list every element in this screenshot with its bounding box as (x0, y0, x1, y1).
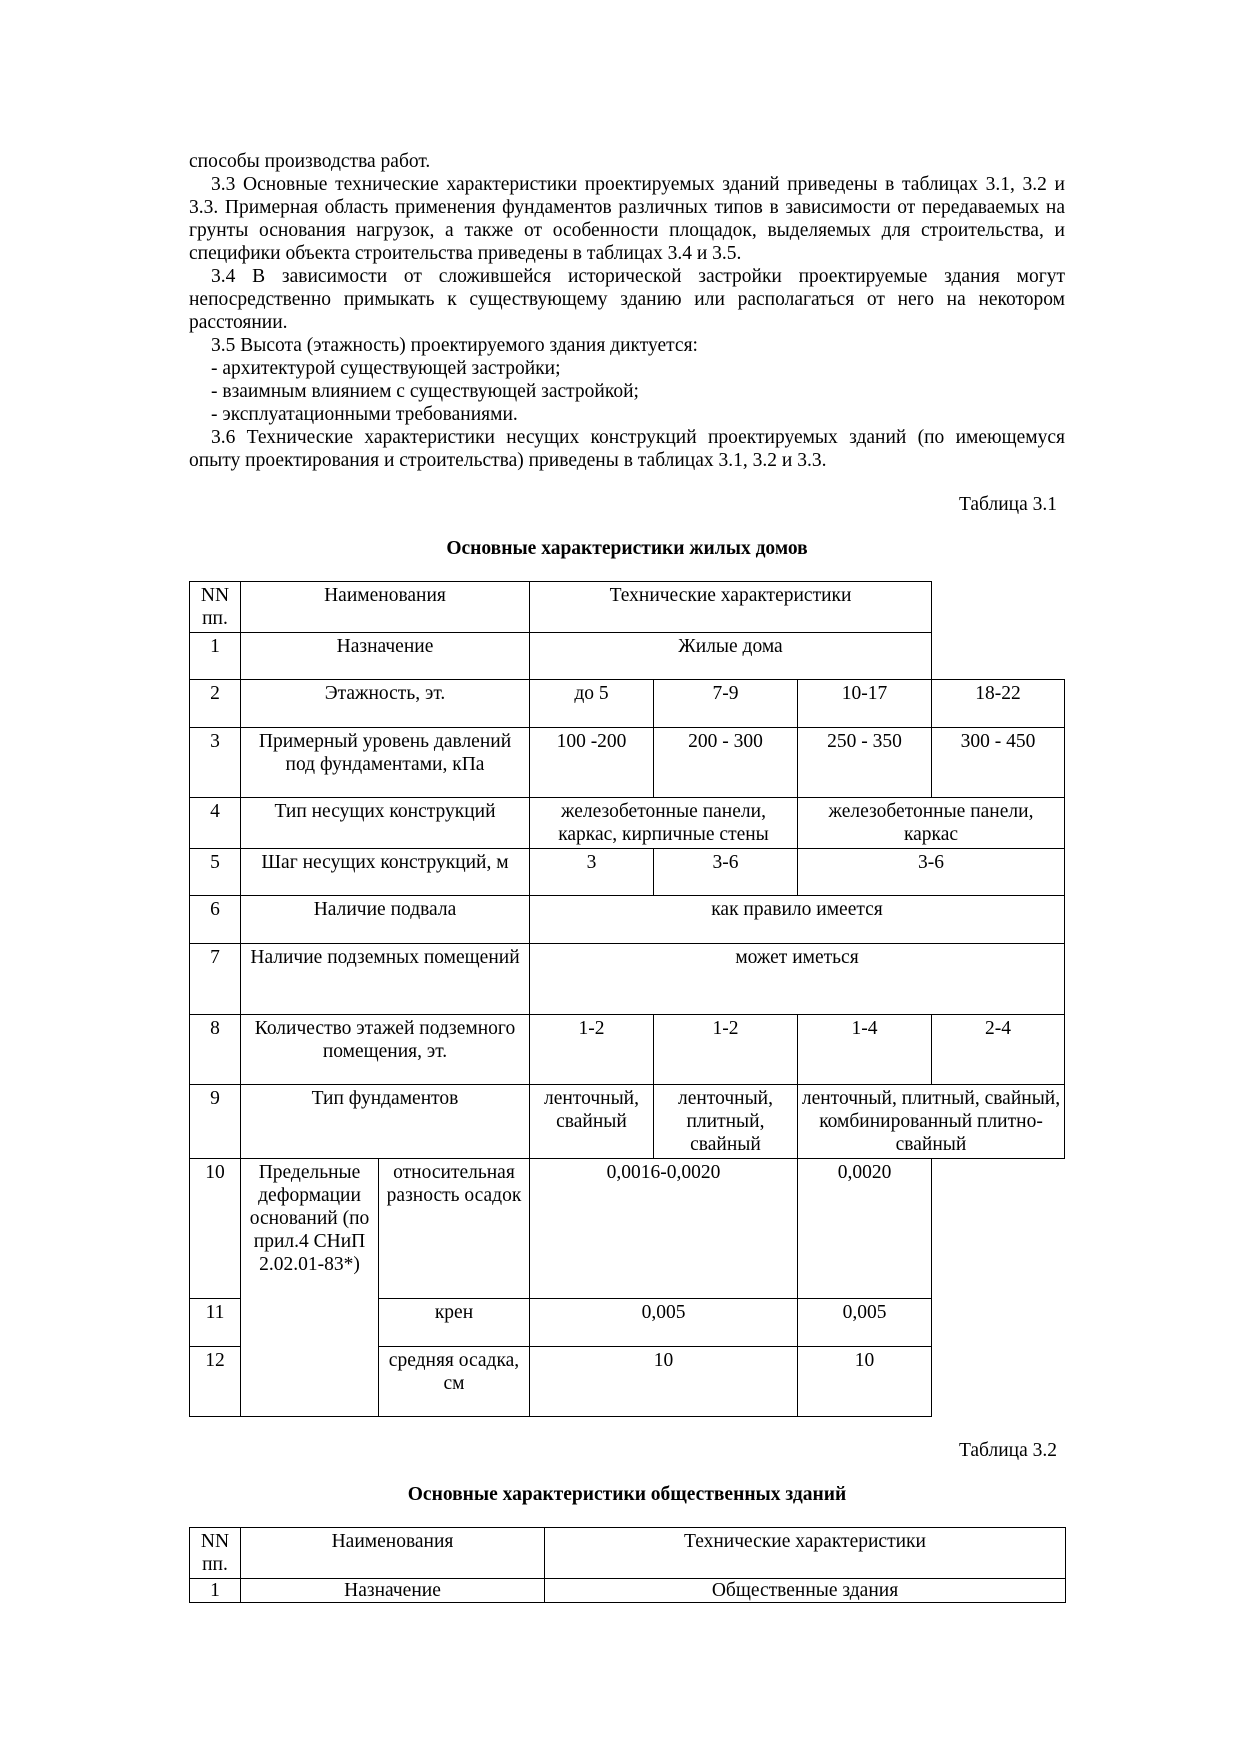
list-item: - взаимным влиянием с существующей застройкой; (211, 381, 639, 402)
row-value: 10 (798, 1347, 932, 1417)
intro-text (189, 150, 1065, 472)
row-value: 18-22 (932, 680, 1065, 728)
table-row (190, 1015, 1065, 1085)
row-value: 200 - 300 (654, 728, 798, 798)
table-row (190, 798, 1065, 849)
row-value: 0,005 (798, 1299, 932, 1347)
row-value: 2-4 (932, 1015, 1065, 1085)
row-value: 0,0020 (798, 1159, 932, 1299)
row-number: 1 (190, 633, 241, 680)
row-value: 0,0016-0,0020 (530, 1159, 798, 1299)
row-number: 8 (190, 1015, 241, 1085)
header-cell: NN пп. (190, 1528, 241, 1579)
row-value: железобетонные панели, каркас, кирпичные стены (530, 798, 798, 849)
row-value: 100 -200 (530, 728, 654, 798)
table-caption-3-2: Таблица 3.2 (958, 1440, 1057, 1461)
row-value: 7-9 (654, 680, 798, 728)
list-item: - архитектурой существующей застройки; (211, 358, 561, 379)
row-value: 3 (530, 849, 654, 896)
table-row (190, 1579, 1066, 1603)
document-page (189, 150, 1065, 1603)
table-row (190, 1159, 1065, 1299)
row-value: до 5 (530, 680, 654, 728)
row-value: ленточный, плитный, свайный (654, 1085, 798, 1159)
row-value: 1-2 (654, 1015, 798, 1085)
row-name: Назначение (241, 633, 530, 680)
row-name: Тип фундаментов (241, 1085, 530, 1159)
table-3-2 (189, 1527, 1066, 1603)
list-item: - эксплуатационными требованиями. (211, 404, 518, 425)
header-cell: Наименования (241, 1528, 545, 1579)
table-row (190, 728, 1065, 798)
row-subname: относительная разность осадок (379, 1159, 530, 1299)
row-name: Шаг несущих конструкций, м (241, 849, 530, 896)
paragraph-3-5: 3.5 Высота (этажность) проектируемого здания диктуется: (211, 335, 698, 356)
row-value: 300 - 450 (932, 728, 1065, 798)
paragraph-3-6: 3.6 Технические характеристики несущих конструкций проектируемых зданий (по имеющемуся опыту проектирования и строительства) приведены в таблицах 3.1, 3.2 и 3.3. (189, 427, 1065, 471)
row-value: может иметься (530, 944, 1065, 1015)
table-row (190, 1085, 1065, 1159)
row-value: ленточный, плитный, свайный, комбинированный плитно-свайный (798, 1085, 1065, 1159)
row-value: 3-6 (798, 849, 1065, 896)
row-number: 11 (190, 1299, 241, 1347)
row-value: 1-4 (798, 1015, 932, 1085)
row-name: Назначение (241, 1579, 545, 1603)
table-title-3-1: Основные характеристики жилых домов (446, 538, 808, 559)
row-value: железобетонные панели, каркас (798, 798, 1065, 849)
row-number: 12 (190, 1347, 241, 1417)
row-number: 2 (190, 680, 241, 728)
row-value: 3-6 (654, 849, 798, 896)
table-caption-3-1: Таблица 3.1 (958, 494, 1057, 515)
row-number: 6 (190, 896, 241, 944)
row-value: ленточный, свайный (530, 1085, 654, 1159)
deformation-group-cell: Предельные деформации оснований (по прил.4 СНиП 2.02.01-83*) (241, 1159, 379, 1417)
paragraph-3-3: 3.3 Основные технические характеристики проектируемых зданий приведены в таблицах 3.1, 3.2 и 3.3. Примерная область применения фундаментов различных типов в зависимости от передаваемых на грунты основания нагрузок, а также от особенности площадок, выделяемых для строительства, и специфики объекта строительства приведены в таблицах 3.4 и 3.5. (189, 174, 1065, 264)
row-name: Примерный уровень давлений под фундаментами, кПа (241, 728, 530, 798)
paragraph-3-4: 3.4 В зависимости от сложившейся исторической застройки проектируемые здания могут непосредственно примыкать к существующему зданию или располагаться от него на некотором расстоянии. (189, 266, 1065, 333)
row-value: 0,005 (530, 1299, 798, 1347)
row-number: 5 (190, 849, 241, 896)
row-name: Количество этажей подземного помещения, эт. (241, 1015, 530, 1085)
row-number: 4 (190, 798, 241, 849)
row-subname: средняя осадка, см (379, 1347, 530, 1417)
header-cell: Технические характеристики (530, 582, 932, 633)
table-row (190, 633, 1065, 680)
header-cell: NN пп. (190, 582, 241, 633)
row-name: Этажность, эт. (241, 680, 530, 728)
row-value: 250 - 350 (798, 728, 932, 798)
row-value: 10-17 (798, 680, 932, 728)
row-number: 3 (190, 728, 241, 798)
row-number: 10 (190, 1159, 241, 1299)
row-name: Наличие подземных помещений (241, 944, 530, 1015)
row-value: 10 (530, 1347, 798, 1417)
header-cell: Технические характеристики (545, 1528, 1066, 1579)
row-name: Тип несущих конструкций (241, 798, 530, 849)
row-name: Наличие подвала (241, 896, 530, 944)
row-value: 1-2 (530, 1015, 654, 1085)
row-number: 1 (190, 1579, 241, 1603)
table-row (190, 896, 1065, 944)
table-row (190, 680, 1065, 728)
row-number: 9 (190, 1085, 241, 1159)
table-3-1 (189, 581, 1065, 1417)
row-number: 7 (190, 944, 241, 1015)
header-cell: Наименования (241, 582, 530, 633)
table-title-3-2: Основные характеристики общественных зданий (407, 1484, 847, 1505)
table-header-row (190, 582, 1065, 633)
row-value: как правило имеется (530, 896, 1065, 944)
row-subname: крен (379, 1299, 530, 1347)
table-row (190, 849, 1065, 896)
row-value: Общественные здания (545, 1579, 1066, 1603)
row-value: Жилые дома (530, 633, 932, 680)
paragraph: способы производства работ. (189, 151, 431, 172)
table-header-row (190, 1528, 1066, 1579)
table-row (190, 944, 1065, 1015)
